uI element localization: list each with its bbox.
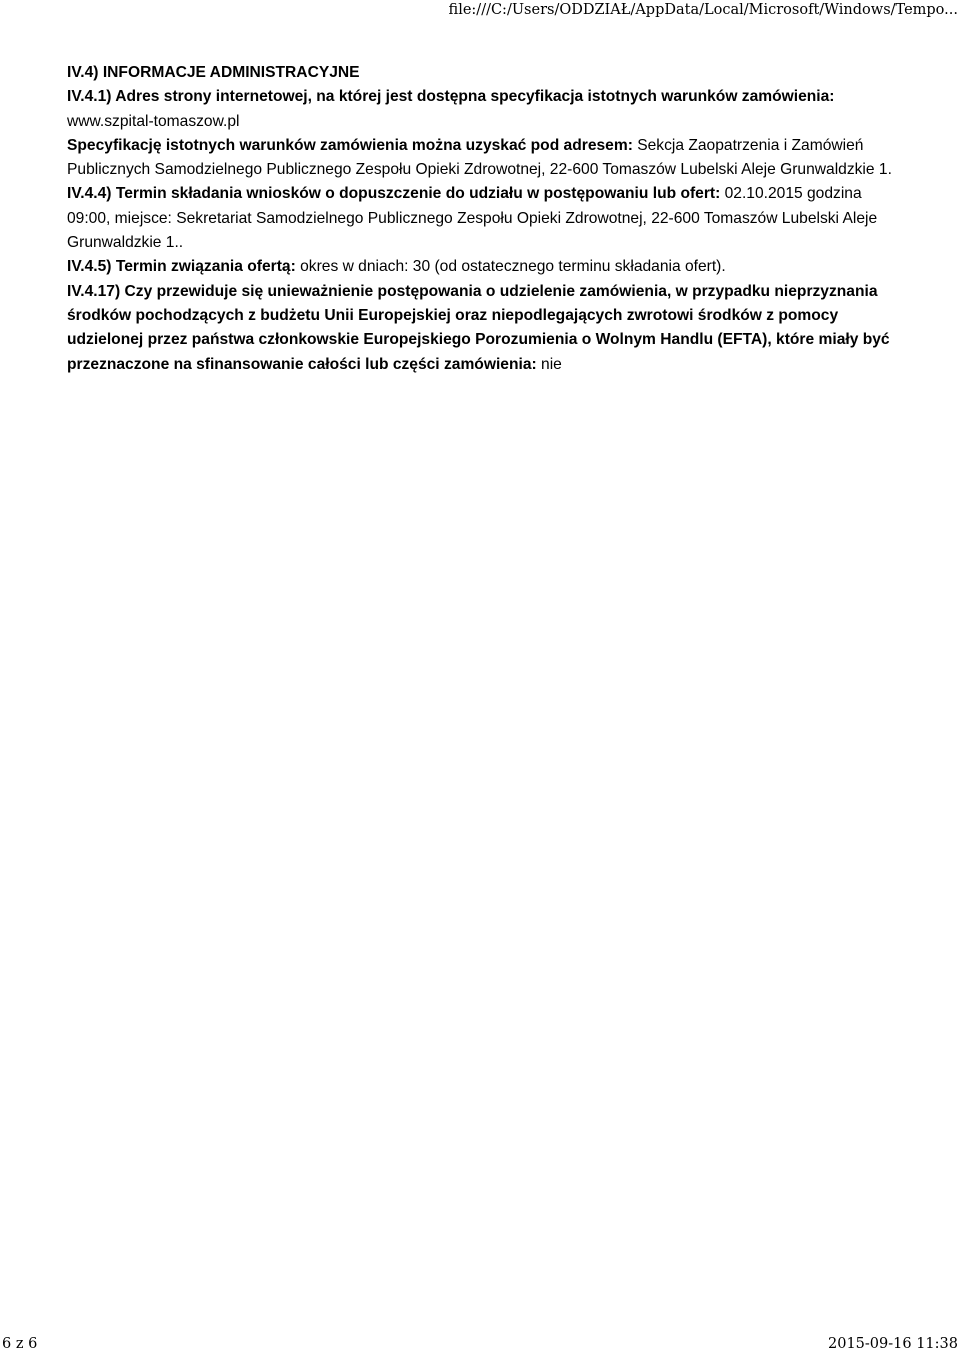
print-footer-datetime: 2015-09-16 11:38 <box>828 1336 958 1352</box>
section-iv417-value: nie <box>536 355 562 373</box>
specification-value: Sekcja Zaopatrzenia i Zamówień Publicznych Samodzielnego Publicznego Zespołu Opieki Zdrowotnej, 22-600 Tomaszów Lubelski Aleje Grunwaldzkie 1. <box>67 136 892 179</box>
specification-label: Specyfikację istotnych warunków zamówienia można uzyskać pod adresem: <box>67 136 633 154</box>
section-iv44 <box>67 182 897 255</box>
print-footer-page-number: 6 z 6 <box>2 1336 38 1352</box>
section-iv41-label: IV.4.1) Adres strony internetowej, na której jest dostępna specyfikacja istotnych warunków zamówienia: <box>67 88 835 106</box>
section-iv44-value: 02.10.2015 godzina 09:00, miejsce: Sekretariat Samodzielnego Publicznego Zespołu Opieki Zdrowotnej, 22-600 Tomaszów Lubelski Aleje Grunwaldzkie 1.. <box>67 185 878 252</box>
section-iv45 <box>67 255 897 279</box>
section-iv44-label: IV.4.4) Termin składania wniosków o dopuszczenie do udziału w postępowaniu lub ofert: <box>67 185 721 203</box>
document-content <box>67 61 897 377</box>
section-iv417-label: IV.4.17) Czy przewiduje się unieważnienie postępowania o udzielenie zamówienia, w przypadku nieprzyznania środków pochodzących z budżetu Unii Europejskiej oraz niepodlegających zwrotowi środków z pomocy udzielonej przez państwa członkowskie Europejskiego Porozumienia o Wolnym Handlu (EFTA), które miały być przeznaczone na sfinansowanie całości lub części zamówienia: <box>67 282 890 373</box>
section-iv4-title <box>67 61 897 85</box>
section-iv4-title-text: IV.4) INFORMACJE ADMINISTRACYJNE <box>67 64 360 81</box>
section-iv45-label: IV.4.5) Termin związania ofertą: <box>67 258 296 276</box>
section-iv41 <box>67 85 897 134</box>
section-iv45-value: okres w dniach: 30 (od ostatecznego terminu składania ofert). <box>295 258 726 276</box>
section-iv41-value: www.szpital-tomaszow.pl <box>67 112 240 130</box>
section-iv417 <box>67 280 897 377</box>
print-header-url: file:///C:/Users/ODDZIAŁ/AppData/Local/Microsoft/Windows/Tempo... <box>448 2 958 18</box>
section-specification <box>67 134 897 183</box>
